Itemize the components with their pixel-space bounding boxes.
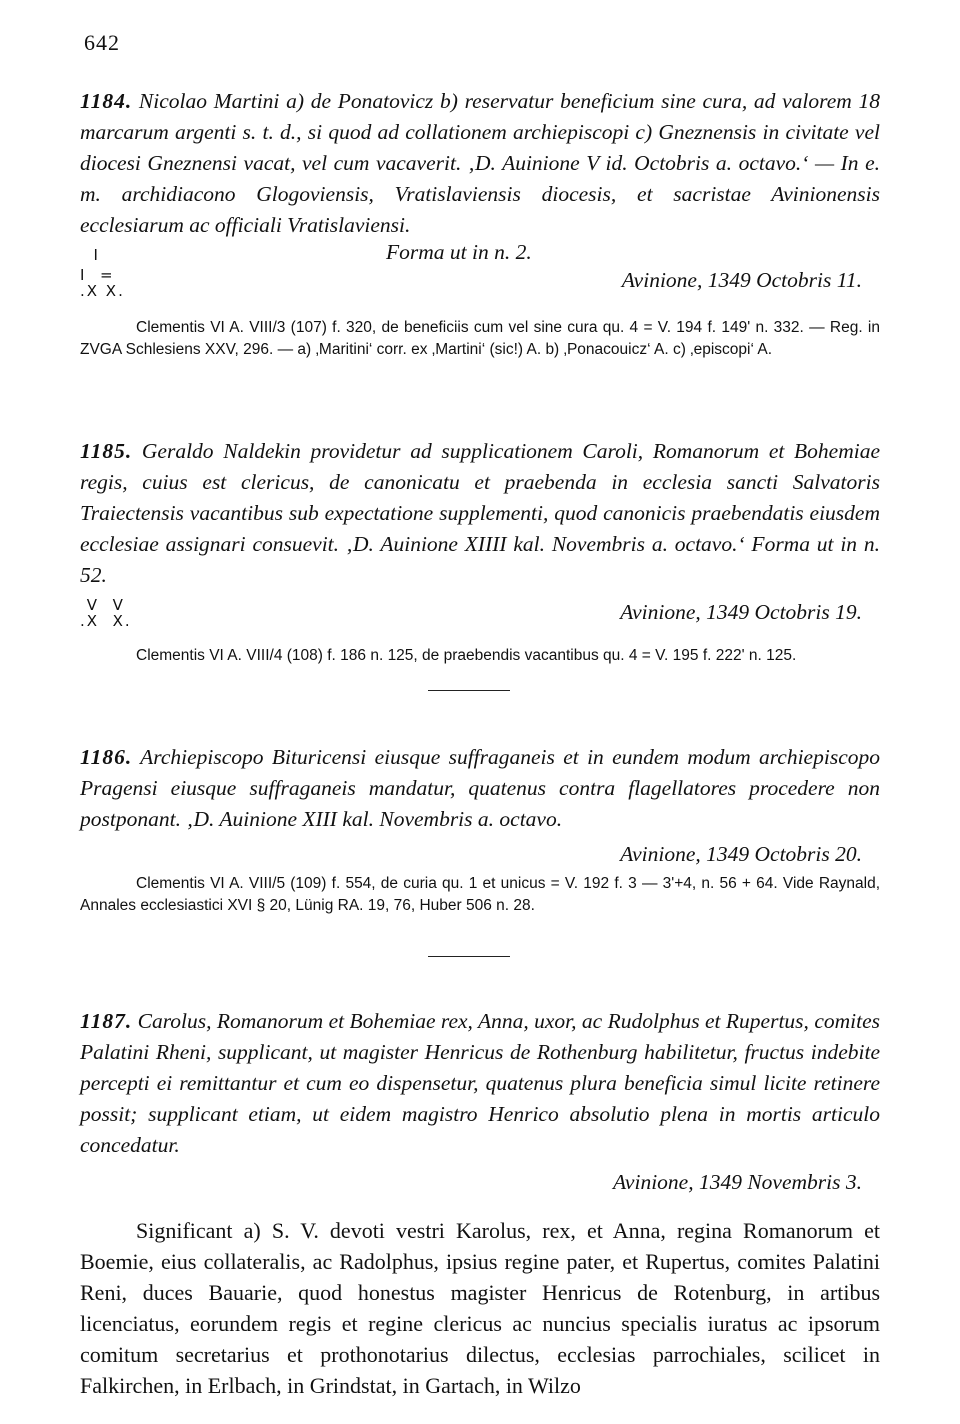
entry-date: Avinione, 1349 Octobris 20. — [620, 842, 862, 866]
chancery-mark-top: I — [80, 246, 100, 264]
entry-summary: Geraldo Naldekin providetur ad supplicationem Caroli, Romanorum et Bohemiae regis, cuius est clericus, de canonicatu et praebenda in ecclesia sancti Salvatoris Traiectensis vacantibus sub expectatione supplementi, quod canonicis praebendatis eiusdem ecclesiae assignari consuevit. ‚D. Auinione XIIII kal. Novembris a. octavo.‘ Forma ut in n. 52. — [80, 439, 880, 587]
entry-meta — [80, 241, 880, 299]
chancery-mark: V V .X X. — [80, 596, 132, 630]
entry-summary: Nicolao Martini a) de Ponatovicz b) reservatur beneficium sine cura, ad valorem 18 marcarum argenti s. t. d., si quod ad collationem archiepiscopi c) Gneznensis in civitate vel diocesi Gneznensi vacat, vel cum vacaverit. ‚D. Auinione V id. Octobris a. octavo.‘ — In e. m. archidiacono Glogoviensis, Vratislaviensis diocesis, et sacristae Avinionensis ecclesiarum ac officiali Vratislaviensi. — [80, 89, 881, 237]
entry-number: 1184. — [80, 89, 133, 113]
document-body: Significant a) S. V. devoti vestri Karolus, rex, et Anna, regina Romanorum et Boemie, eius collateralis, ac Radolphus, ipsius regine pater, et Rupertus, comites Palatini Reni, duces Bauarie, quod honestus magister Henricus de Rotenburg, in artibus licenciatus, eorundem regis et regine clericus ac nuncius specialis iuratus ac ipsorum comitum secretarius et prothonotarius dilectus, ecclesias parrochiales, scilicet in Falkirchen, in Erlbach, in Grindstat, in Gartach, in Wilzo — [80, 1218, 880, 1398]
entry-date: Avinione, 1349 Octobris 11. — [621, 268, 862, 292]
chancery-mark: I = .X X. — [80, 266, 125, 300]
source-note: Clementis VI A. VIII/5 (109) f. 554, de curia qu. 1 et unicus = V. 192 f. 3 — 3'+4, n. 56 + 64. Vide Raynald, Annales ecclesiastici XVI § 20, Lünig RA. 19, 76, Huber 506 n. 28. — [80, 875, 880, 914]
entry-1187 — [80, 1006, 880, 1401]
entry-heading — [80, 436, 880, 591]
entry-date: Avinione, 1349 Novembris 3. — [612, 1170, 862, 1194]
entry-summary: Carolus, Romanorum et Bohemiae rex, Anna, uxor, ac Rudolphus et Rupertus, comites Palatini Rheni, supplicant, ut magister Henricus de Rothenburg habilitetur, fructus indebite percepti ei remittantur et cum eo dispensetur, quatenus plura beneficia simul licite retinere possit; supplicant etiam, ut eidem magistro Henrico absolutio plena in mortis articulo concedatur. — [80, 1009, 880, 1157]
section-divider — [428, 690, 510, 691]
entry-heading — [80, 1006, 880, 1161]
section-divider — [428, 956, 510, 957]
page-number: 642 — [84, 30, 120, 55]
entry-number: 1186. — [80, 745, 133, 769]
entry-meta — [80, 835, 880, 873]
entry-number: 1185. — [80, 439, 133, 463]
entry-date: Avinione, 1349 Octobris 19. — [620, 600, 862, 624]
entry-1184 — [80, 86, 880, 361]
entry-1185 — [80, 436, 880, 667]
entry-1186 — [80, 742, 880, 917]
entry-heading — [80, 86, 880, 241]
entry-meta — [80, 1161, 880, 1205]
entry-heading — [80, 742, 880, 835]
source-note: Clementis VI A. VIII/3 (107) f. 320, de beneficiis cum vel sine cura qu. 4 = V. 194 f. 149' n. 332. — Reg. in ZVGA Schlesiens XXV, 296. — a) ‚Maritini‘ corr. ex ‚Martini‘ (sic!) A. b) ‚Ponacouicz‘ A. c) ‚episcopi‘ A. — [80, 319, 880, 358]
entry-number: 1187. — [80, 1009, 133, 1033]
source-note: Clementis VI A. VIII/4 (108) f. 186 n. 125, de praebendis vacantibus qu. 4 = V. 195 f. 222' n. 125. — [136, 647, 797, 664]
entry-meta — [80, 591, 880, 633]
forma-note: Forma ut in n. 2. — [386, 240, 532, 264]
entry-summary: Archiepiscopo Bituricensi eiusque suffraganeis et in eundem modum archiepiscopo Pragensi eiusque suffraganeis mandatur, quatenus contra flagellatores procedere non postponant. ‚D. Auinione XIII kal. Novembris a. octavo. — [80, 745, 880, 831]
